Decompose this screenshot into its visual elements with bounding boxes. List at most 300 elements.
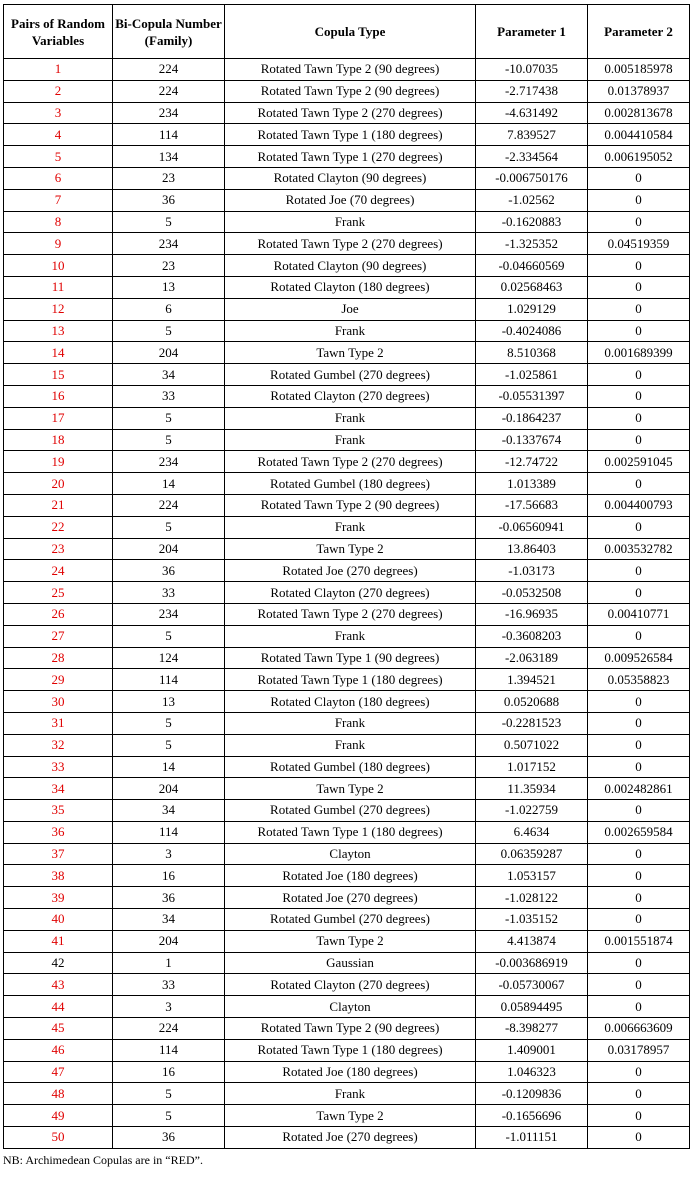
pair-cell: 8 bbox=[4, 211, 113, 233]
table-row bbox=[4, 887, 690, 909]
parameter-2-cell: 0.01378937 bbox=[588, 80, 690, 102]
pair-cell: 5 bbox=[4, 146, 113, 168]
table-row bbox=[4, 1105, 690, 1127]
copula-type-cell: Rotated Joe (70 degrees) bbox=[225, 189, 476, 211]
table-row bbox=[4, 647, 690, 669]
parameter-1-cell: -0.1620883 bbox=[476, 211, 588, 233]
copula-type-cell: Rotated Gumbel (270 degrees) bbox=[225, 800, 476, 822]
table-row bbox=[4, 756, 690, 778]
parameter-1-cell: 7.839527 bbox=[476, 124, 588, 146]
copula-type-cell: Rotated Clayton (270 degrees) bbox=[225, 974, 476, 996]
copula-type-cell: Rotated Gumbel (180 degrees) bbox=[225, 473, 476, 495]
parameter-1-cell: 13.86403 bbox=[476, 538, 588, 560]
pair-cell: 46 bbox=[4, 1039, 113, 1061]
pair-cell: 17 bbox=[4, 407, 113, 429]
pair-cell: 22 bbox=[4, 516, 113, 538]
parameter-2-cell: 0 bbox=[588, 865, 690, 887]
copula-number-cell: 5 bbox=[113, 712, 225, 734]
parameter-1-cell: -1.022759 bbox=[476, 800, 588, 822]
copula-type-cell: Tawn Type 2 bbox=[225, 538, 476, 560]
copula-number-cell: 5 bbox=[113, 429, 225, 451]
parameter-2-cell: 0.002591045 bbox=[588, 451, 690, 473]
parameter-1-cell: -2.717438 bbox=[476, 80, 588, 102]
parameter-1-cell: -12.74722 bbox=[476, 451, 588, 473]
pair-cell: 40 bbox=[4, 909, 113, 931]
copula-type-cell: Frank bbox=[225, 211, 476, 233]
parameter-2-cell: 0.001551874 bbox=[588, 930, 690, 952]
copula-number-cell: 34 bbox=[113, 909, 225, 931]
copula-type-cell: Rotated Tawn Type 2 (270 degrees) bbox=[225, 451, 476, 473]
parameter-1-cell: -1.035152 bbox=[476, 909, 588, 931]
parameter-2-cell: 0 bbox=[588, 1061, 690, 1083]
copula-number-cell: 36 bbox=[113, 189, 225, 211]
pair-cell: 44 bbox=[4, 996, 113, 1018]
parameter-2-cell: 0 bbox=[588, 473, 690, 495]
parameter-1-cell: -0.4024086 bbox=[476, 320, 588, 342]
parameter-2-cell: 0 bbox=[588, 211, 690, 233]
pair-cell: 20 bbox=[4, 473, 113, 495]
parameter-1-cell: 1.029129 bbox=[476, 298, 588, 320]
table-row bbox=[4, 451, 690, 473]
pair-cell: 24 bbox=[4, 560, 113, 582]
table-row bbox=[4, 1061, 690, 1083]
copula-type-cell: Gaussian bbox=[225, 952, 476, 974]
copula-number-cell: 224 bbox=[113, 80, 225, 102]
parameter-2-cell: 0 bbox=[588, 974, 690, 996]
copula-type-cell: Rotated Tawn Type 2 (270 degrees) bbox=[225, 102, 476, 124]
copula-type-cell: Frank bbox=[225, 320, 476, 342]
copula-type-cell: Rotated Tawn Type 1 (180 degrees) bbox=[225, 124, 476, 146]
parameter-1-cell: 0.0520688 bbox=[476, 691, 588, 713]
parameter-1-cell: 1.017152 bbox=[476, 756, 588, 778]
parameter-2-cell: 0.002659584 bbox=[588, 821, 690, 843]
table-row bbox=[4, 691, 690, 713]
parameter-2-cell: 0.002482861 bbox=[588, 778, 690, 800]
copula-number-cell: 5 bbox=[113, 1105, 225, 1127]
parameter-1-cell: -16.96935 bbox=[476, 603, 588, 625]
pair-cell: 10 bbox=[4, 255, 113, 277]
pair-cell: 1 bbox=[4, 59, 113, 81]
copula-type-cell: Rotated Clayton (270 degrees) bbox=[225, 582, 476, 604]
parameter-1-cell: -1.325352 bbox=[476, 233, 588, 255]
copula-type-cell: Rotated Gumbel (180 degrees) bbox=[225, 756, 476, 778]
copula-type-cell: Rotated Tawn Type 1 (180 degrees) bbox=[225, 1039, 476, 1061]
table-row bbox=[4, 909, 690, 931]
parameter-2-cell: 0.006195052 bbox=[588, 146, 690, 168]
copula-type-cell: Rotated Clayton (270 degrees) bbox=[225, 385, 476, 407]
pair-cell: 27 bbox=[4, 625, 113, 647]
parameter-2-cell: 0 bbox=[588, 712, 690, 734]
parameter-1-cell: -0.1209836 bbox=[476, 1083, 588, 1105]
parameter-1-cell: -0.3608203 bbox=[476, 625, 588, 647]
pair-cell: 34 bbox=[4, 778, 113, 800]
copula-type-cell: Rotated Gumbel (270 degrees) bbox=[225, 909, 476, 931]
parameter-1-cell: -0.1656696 bbox=[476, 1105, 588, 1127]
pair-cell: 23 bbox=[4, 538, 113, 560]
copula-number-cell: 14 bbox=[113, 756, 225, 778]
parameter-2-cell: 0 bbox=[588, 582, 690, 604]
parameter-2-cell: 0 bbox=[588, 691, 690, 713]
copula-number-cell: 5 bbox=[113, 320, 225, 342]
copula-number-cell: 34 bbox=[113, 364, 225, 386]
copula-type-cell: Tawn Type 2 bbox=[225, 342, 476, 364]
pair-cell: 36 bbox=[4, 821, 113, 843]
copula-type-cell: Rotated Clayton (180 degrees) bbox=[225, 276, 476, 298]
parameter-1-cell: -8.398277 bbox=[476, 1018, 588, 1040]
copula-number-cell: 34 bbox=[113, 800, 225, 822]
table-row bbox=[4, 952, 690, 974]
parameter-2-cell: 0.004410584 bbox=[588, 124, 690, 146]
copula-type-cell: Rotated Joe (180 degrees) bbox=[225, 865, 476, 887]
parameter-1-cell: -0.0532508 bbox=[476, 582, 588, 604]
table-row bbox=[4, 1018, 690, 1040]
copula-number-cell: 5 bbox=[113, 516, 225, 538]
parameter-1-cell: -0.1864237 bbox=[476, 407, 588, 429]
pair-cell: 29 bbox=[4, 669, 113, 691]
parameter-1-cell: 0.05894495 bbox=[476, 996, 588, 1018]
parameter-2-cell: 0.006663609 bbox=[588, 1018, 690, 1040]
copula-number-cell: 13 bbox=[113, 691, 225, 713]
copula-number-cell: 6 bbox=[113, 298, 225, 320]
parameter-2-cell: 0 bbox=[588, 560, 690, 582]
pair-cell: 32 bbox=[4, 734, 113, 756]
table-row bbox=[4, 625, 690, 647]
copula-table bbox=[3, 4, 690, 1149]
copula-type-cell: Frank bbox=[225, 429, 476, 451]
pair-cell: 15 bbox=[4, 364, 113, 386]
parameter-1-cell: -0.05730067 bbox=[476, 974, 588, 996]
pair-cell: 11 bbox=[4, 276, 113, 298]
pair-cell: 2 bbox=[4, 80, 113, 102]
table-row bbox=[4, 124, 690, 146]
table-row bbox=[4, 865, 690, 887]
parameter-1-cell: -0.003686919 bbox=[476, 952, 588, 974]
copula-number-cell: 224 bbox=[113, 1018, 225, 1040]
copula-type-cell: Tawn Type 2 bbox=[225, 778, 476, 800]
table-row bbox=[4, 734, 690, 756]
copula-number-cell: 114 bbox=[113, 1039, 225, 1061]
header-parameter-1: Parameter 1 bbox=[476, 5, 588, 59]
table-row bbox=[4, 516, 690, 538]
parameter-1-cell: -0.2281523 bbox=[476, 712, 588, 734]
parameter-2-cell: 0 bbox=[588, 364, 690, 386]
header-parameter-2: Parameter 2 bbox=[588, 5, 690, 59]
parameter-2-cell: 0.003532782 bbox=[588, 538, 690, 560]
pair-cell: 42 bbox=[4, 952, 113, 974]
copula-number-cell: 33 bbox=[113, 385, 225, 407]
table-row bbox=[4, 102, 690, 124]
copula-type-cell: Rotated Joe (270 degrees) bbox=[225, 887, 476, 909]
parameter-1-cell: -0.05531397 bbox=[476, 385, 588, 407]
copula-number-cell: 16 bbox=[113, 865, 225, 887]
pair-cell: 37 bbox=[4, 843, 113, 865]
header-bicopula-number: Bi-Copula Number (Family) bbox=[113, 5, 225, 59]
pair-cell: 7 bbox=[4, 189, 113, 211]
pair-cell: 18 bbox=[4, 429, 113, 451]
header-copula-type: Copula Type bbox=[225, 5, 476, 59]
parameter-2-cell: 0 bbox=[588, 734, 690, 756]
copula-type-cell: Frank bbox=[225, 734, 476, 756]
table-row bbox=[4, 80, 690, 102]
parameter-1-cell: 8.510368 bbox=[476, 342, 588, 364]
copula-type-cell: Rotated Tawn Type 1 (90 degrees) bbox=[225, 647, 476, 669]
pair-cell: 39 bbox=[4, 887, 113, 909]
copula-type-cell: Tawn Type 2 bbox=[225, 930, 476, 952]
parameter-2-cell: 0 bbox=[588, 756, 690, 778]
table-row bbox=[4, 320, 690, 342]
parameter-2-cell: 0.002813678 bbox=[588, 102, 690, 124]
pair-cell: 19 bbox=[4, 451, 113, 473]
copula-type-cell: Tawn Type 2 bbox=[225, 1105, 476, 1127]
parameter-1-cell: 6.4634 bbox=[476, 821, 588, 843]
copula-type-cell: Rotated Clayton (180 degrees) bbox=[225, 691, 476, 713]
parameter-2-cell: 0 bbox=[588, 167, 690, 189]
parameter-1-cell: 1.013389 bbox=[476, 473, 588, 495]
table-row bbox=[4, 669, 690, 691]
copula-number-cell: 23 bbox=[113, 167, 225, 189]
pair-cell: 43 bbox=[4, 974, 113, 996]
copula-type-cell: Rotated Tawn Type 2 (90 degrees) bbox=[225, 59, 476, 81]
pair-cell: 25 bbox=[4, 582, 113, 604]
table-row bbox=[4, 364, 690, 386]
table-row bbox=[4, 429, 690, 451]
footnote: NB: Archimedean Copulas are in “RED”. bbox=[3, 1153, 203, 1167]
parameter-1-cell: -4.631492 bbox=[476, 102, 588, 124]
copula-type-cell: Frank bbox=[225, 516, 476, 538]
parameter-1-cell: -1.011151 bbox=[476, 1127, 588, 1149]
table-row bbox=[4, 800, 690, 822]
pair-cell: 16 bbox=[4, 385, 113, 407]
parameter-1-cell: -1.03173 bbox=[476, 560, 588, 582]
copula-type-cell: Rotated Tawn Type 1 (180 degrees) bbox=[225, 821, 476, 843]
copula-number-cell: 14 bbox=[113, 473, 225, 495]
copula-type-cell: Joe bbox=[225, 298, 476, 320]
copula-number-cell: 124 bbox=[113, 647, 225, 669]
parameter-1-cell: 0.06359287 bbox=[476, 843, 588, 865]
table-row bbox=[4, 167, 690, 189]
parameter-2-cell: 0.009526584 bbox=[588, 647, 690, 669]
copula-number-cell: 36 bbox=[113, 560, 225, 582]
table-row bbox=[4, 494, 690, 516]
parameter-1-cell: -0.1337674 bbox=[476, 429, 588, 451]
copula-type-cell: Rotated Tawn Type 2 (270 degrees) bbox=[225, 233, 476, 255]
copula-number-cell: 36 bbox=[113, 887, 225, 909]
pair-cell: 45 bbox=[4, 1018, 113, 1040]
pair-cell: 6 bbox=[4, 167, 113, 189]
pair-cell: 21 bbox=[4, 494, 113, 516]
pair-cell: 47 bbox=[4, 1061, 113, 1083]
copula-type-cell: Rotated Joe (270 degrees) bbox=[225, 1127, 476, 1149]
parameter-1-cell: -0.006750176 bbox=[476, 167, 588, 189]
copula-type-cell: Rotated Clayton (90 degrees) bbox=[225, 167, 476, 189]
header-row bbox=[4, 5, 690, 59]
copula-type-cell: Frank bbox=[225, 1083, 476, 1105]
copula-number-cell: 234 bbox=[113, 102, 225, 124]
table-header bbox=[4, 5, 690, 59]
copula-number-cell: 33 bbox=[113, 582, 225, 604]
parameter-1-cell: -2.063189 bbox=[476, 647, 588, 669]
copula-type-cell: Rotated Tawn Type 2 (90 degrees) bbox=[225, 494, 476, 516]
pair-cell: 3 bbox=[4, 102, 113, 124]
parameter-2-cell: 0.00410771 bbox=[588, 603, 690, 625]
copula-number-cell: 204 bbox=[113, 778, 225, 800]
pair-cell: 13 bbox=[4, 320, 113, 342]
parameter-2-cell: 0 bbox=[588, 429, 690, 451]
pair-cell: 4 bbox=[4, 124, 113, 146]
copula-type-cell: Rotated Gumbel (270 degrees) bbox=[225, 364, 476, 386]
parameter-1-cell: 1.394521 bbox=[476, 669, 588, 691]
copula-number-cell: 36 bbox=[113, 1127, 225, 1149]
copula-type-cell: Frank bbox=[225, 625, 476, 647]
table-row bbox=[4, 778, 690, 800]
pair-cell: 9 bbox=[4, 233, 113, 255]
parameter-2-cell: 0 bbox=[588, 843, 690, 865]
parameter-2-cell: 0 bbox=[588, 952, 690, 974]
copula-number-cell: 5 bbox=[113, 407, 225, 429]
parameter-1-cell: -0.06560941 bbox=[476, 516, 588, 538]
copula-number-cell: 5 bbox=[113, 734, 225, 756]
table-row bbox=[4, 1039, 690, 1061]
pair-cell: 12 bbox=[4, 298, 113, 320]
copula-type-cell: Rotated Tawn Type 2 (90 degrees) bbox=[225, 80, 476, 102]
parameter-2-cell: 0 bbox=[588, 1127, 690, 1149]
parameter-1-cell: -10.07035 bbox=[476, 59, 588, 81]
parameter-2-cell: 0 bbox=[588, 385, 690, 407]
copula-number-cell: 1 bbox=[113, 952, 225, 974]
table-row bbox=[4, 233, 690, 255]
parameter-2-cell: 0 bbox=[588, 189, 690, 211]
table-row bbox=[4, 996, 690, 1018]
copula-type-cell: Rotated Joe (270 degrees) bbox=[225, 560, 476, 582]
copula-number-cell: 114 bbox=[113, 124, 225, 146]
copula-type-cell: Rotated Tawn Type 2 (90 degrees) bbox=[225, 1018, 476, 1040]
parameter-2-cell: 0 bbox=[588, 625, 690, 647]
parameter-2-cell: 0 bbox=[588, 298, 690, 320]
table-row bbox=[4, 1127, 690, 1149]
table-row bbox=[4, 298, 690, 320]
pair-cell: 41 bbox=[4, 930, 113, 952]
parameter-2-cell: 0 bbox=[588, 887, 690, 909]
copula-number-cell: 16 bbox=[113, 1061, 225, 1083]
parameter-2-cell: 0.005185978 bbox=[588, 59, 690, 81]
parameter-1-cell: 1.053157 bbox=[476, 865, 588, 887]
copula-number-cell: 224 bbox=[113, 494, 225, 516]
table-row bbox=[4, 712, 690, 734]
table-row bbox=[4, 974, 690, 996]
copula-number-cell: 5 bbox=[113, 211, 225, 233]
copula-type-cell: Rotated Clayton (90 degrees) bbox=[225, 255, 476, 277]
table-row bbox=[4, 582, 690, 604]
table-row bbox=[4, 560, 690, 582]
parameter-2-cell: 0 bbox=[588, 407, 690, 429]
copula-number-cell: 114 bbox=[113, 821, 225, 843]
header-pairs: Pairs of Random Variables bbox=[4, 5, 113, 59]
parameter-2-cell: 0 bbox=[588, 909, 690, 931]
table-row bbox=[4, 276, 690, 298]
parameter-2-cell: 0 bbox=[588, 1083, 690, 1105]
table-row bbox=[4, 146, 690, 168]
copula-type-cell: Rotated Joe (180 degrees) bbox=[225, 1061, 476, 1083]
copula-number-cell: 5 bbox=[113, 625, 225, 647]
copula-number-cell: 114 bbox=[113, 669, 225, 691]
copula-number-cell: 3 bbox=[113, 843, 225, 865]
copula-number-cell: 204 bbox=[113, 930, 225, 952]
copula-type-cell: Rotated Tawn Type 1 (180 degrees) bbox=[225, 669, 476, 691]
copula-type-cell: Frank bbox=[225, 712, 476, 734]
copula-table-container bbox=[3, 4, 689, 1149]
pair-cell: 38 bbox=[4, 865, 113, 887]
parameter-1-cell: 1.046323 bbox=[476, 1061, 588, 1083]
parameter-2-cell: 0.004400793 bbox=[588, 494, 690, 516]
parameter-1-cell: -1.02562 bbox=[476, 189, 588, 211]
parameter-1-cell: -17.56683 bbox=[476, 494, 588, 516]
pair-cell: 48 bbox=[4, 1083, 113, 1105]
parameter-1-cell: -1.025861 bbox=[476, 364, 588, 386]
copula-number-cell: 13 bbox=[113, 276, 225, 298]
table-body bbox=[4, 59, 690, 1149]
pair-cell: 50 bbox=[4, 1127, 113, 1149]
pair-cell: 49 bbox=[4, 1105, 113, 1127]
parameter-1-cell: -0.04660569 bbox=[476, 255, 588, 277]
copula-number-cell: 204 bbox=[113, 538, 225, 560]
table-row bbox=[4, 930, 690, 952]
table-row bbox=[4, 211, 690, 233]
copula-number-cell: 3 bbox=[113, 996, 225, 1018]
copula-number-cell: 134 bbox=[113, 146, 225, 168]
pair-cell: 31 bbox=[4, 712, 113, 734]
table-row bbox=[4, 385, 690, 407]
parameter-2-cell: 0.03178957 bbox=[588, 1039, 690, 1061]
pair-cell: 35 bbox=[4, 800, 113, 822]
copula-type-cell: Frank bbox=[225, 407, 476, 429]
table-row bbox=[4, 59, 690, 81]
copula-number-cell: 234 bbox=[113, 451, 225, 473]
copula-type-cell: Rotated Tawn Type 2 (270 degrees) bbox=[225, 603, 476, 625]
parameter-2-cell: 0.05358823 bbox=[588, 669, 690, 691]
parameter-1-cell: -1.028122 bbox=[476, 887, 588, 909]
pair-cell: 30 bbox=[4, 691, 113, 713]
table-row bbox=[4, 843, 690, 865]
table-row bbox=[4, 407, 690, 429]
parameter-2-cell: 0 bbox=[588, 1105, 690, 1127]
parameter-1-cell: 4.413874 bbox=[476, 930, 588, 952]
parameter-2-cell: 0 bbox=[588, 996, 690, 1018]
copula-type-cell: Rotated Tawn Type 1 (270 degrees) bbox=[225, 146, 476, 168]
parameter-1-cell: 0.02568463 bbox=[476, 276, 588, 298]
parameter-1-cell: 1.409001 bbox=[476, 1039, 588, 1061]
table-row bbox=[4, 189, 690, 211]
copula-number-cell: 23 bbox=[113, 255, 225, 277]
parameter-1-cell: -2.334564 bbox=[476, 146, 588, 168]
table-row bbox=[4, 603, 690, 625]
copula-type-cell: Clayton bbox=[225, 843, 476, 865]
copula-number-cell: 224 bbox=[113, 59, 225, 81]
copula-type-cell: Clayton bbox=[225, 996, 476, 1018]
parameter-2-cell: 0.04519359 bbox=[588, 233, 690, 255]
copula-number-cell: 33 bbox=[113, 974, 225, 996]
copula-number-cell: 5 bbox=[113, 1083, 225, 1105]
table-row bbox=[4, 1083, 690, 1105]
copula-number-cell: 234 bbox=[113, 603, 225, 625]
table-row bbox=[4, 821, 690, 843]
parameter-2-cell: 0.001689399 bbox=[588, 342, 690, 364]
parameter-2-cell: 0 bbox=[588, 800, 690, 822]
pair-cell: 26 bbox=[4, 603, 113, 625]
table-row bbox=[4, 342, 690, 364]
parameter-2-cell: 0 bbox=[588, 320, 690, 342]
parameter-2-cell: 0 bbox=[588, 255, 690, 277]
pair-cell: 33 bbox=[4, 756, 113, 778]
